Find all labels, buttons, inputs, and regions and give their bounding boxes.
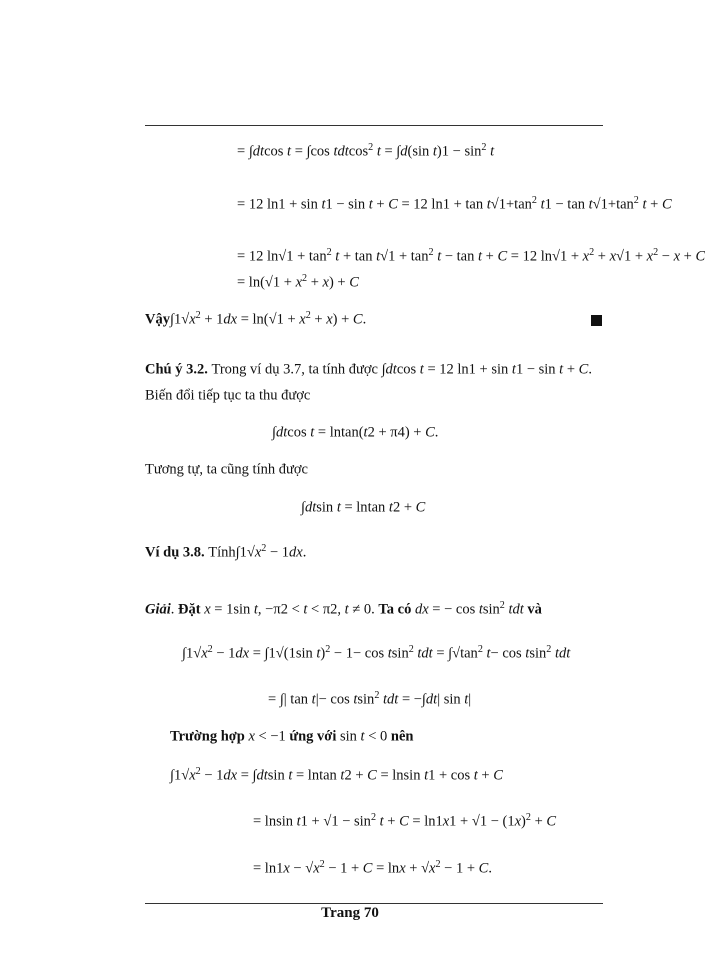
equation: sin t < 0 (339, 728, 388, 745)
equation: $\int 1√x^2 + 1dx = \ln(√1 + x^2 + x) + C$. (169, 309, 367, 328)
note-label: Chú ý 3.2. (145, 361, 208, 378)
note-equation-1 (272, 425, 438, 442)
paragraph: Biến đổi tiếp tục ta thu được (145, 387, 311, 404)
note-text-3 (145, 462, 308, 479)
case-end: nên (390, 728, 414, 745)
derivation-line-4 (237, 272, 359, 292)
solution-label: Giải (145, 601, 171, 618)
have-label: Ta có (378, 601, 412, 618)
equation: x = 1sin t, −π2 < t < π2, t ≠ 0. (204, 601, 375, 618)
conclusion-label: Vậy (145, 311, 170, 328)
set-label: Đặt (178, 601, 201, 618)
equation: = 12 $\ln√1 + \tan^2 t + \tan t√1 + \tan^2 t - \tan t + C = 12$ $\ln√1 + x^2 + x√1 + x^2 - x + C$ (237, 246, 705, 265)
example-label: Ví dụ 3.8. (145, 544, 205, 561)
equation: ∫dtcos t = lntan(t2 + π4) + C. (272, 424, 439, 441)
page-number: Trang 70 (321, 905, 379, 921)
equation: = ln $\sin t1 + √1 - \sin^2 t + C = \ln 1x1 + √1 - (1x)^2 + C$ (253, 811, 557, 830)
derivation-line-1 (237, 141, 495, 161)
example-line (145, 542, 307, 562)
and-label: và (527, 601, 542, 618)
solution-equation-4 (253, 811, 557, 831)
footer-rule (145, 903, 603, 904)
note-text-2 (145, 388, 310, 405)
equation: ∫dtcos t = 12 ln1 + sin t1 − sin t + C. (381, 361, 592, 378)
equation: $\int 1√x^2 - 1dx$. (235, 542, 307, 561)
derivation-line-3 (237, 246, 705, 266)
equation: x < −1 (248, 728, 286, 745)
conclusion-line (145, 309, 367, 329)
case-text: ứng với (289, 728, 337, 745)
equation: d x = − cos tsin$^2$ tdt (414, 599, 524, 618)
solution-line (145, 599, 542, 619)
equation: = ln $1x - √x^2 - 1 + C = \ln x + √x^2 - 1 + C$. (253, 858, 492, 877)
punctuation: . (170, 601, 175, 618)
solution-equation-5 (253, 858, 492, 878)
note-equation-2 (301, 500, 425, 517)
solution-equation-1 (182, 643, 571, 663)
equation: = ∫dtcos t = ∫cos tdtcos$^2$ t = ∫d(sin $t)1 - \sin^2 t$ (237, 141, 495, 160)
header-rule (145, 125, 603, 126)
paragraph: Tương tự, ta cũng tính được (145, 461, 308, 478)
case-line (170, 729, 413, 746)
equation: $\int 1√x^2 - 1dx = \int 1√(1\sin$ t)$^2$ − 1− cos tsin$^2$ tdt = $\int√\tan^2$ t− cos tsin$^2$ tdt (182, 643, 571, 662)
note-text: Trong ví dụ 3.7, ta tính được (211, 361, 378, 378)
case-label: Trường hợp (170, 728, 245, 745)
equation: = 12 ln1 + sin t1 − sin t + C = 12 $\ln 1 + \tan t√1+\tan^2$ $t1 - \tan t√1+\tan^2$ t + C (237, 194, 672, 213)
equation: ∫dtsin t = lntan t2 + C (301, 499, 426, 516)
example-text: Tính (208, 544, 236, 561)
solution-equation-3 (170, 765, 503, 785)
equation: $\int 1√x^2 - 1dx = \int dtsin$ t = lntan t2 + C = lnsin t1 + cos t + C (170, 765, 503, 784)
note-line (145, 362, 592, 379)
qed-square-icon (591, 315, 602, 326)
solution-equation-2 (268, 689, 472, 709)
equation: = ln( $√1 + x^2 + x) + C$ (237, 272, 359, 291)
derivation-line-2 (237, 194, 672, 214)
equation: = ∫| tan t|− cos tsin$^2$ tdt = −∫dt| sin t| (268, 689, 472, 708)
